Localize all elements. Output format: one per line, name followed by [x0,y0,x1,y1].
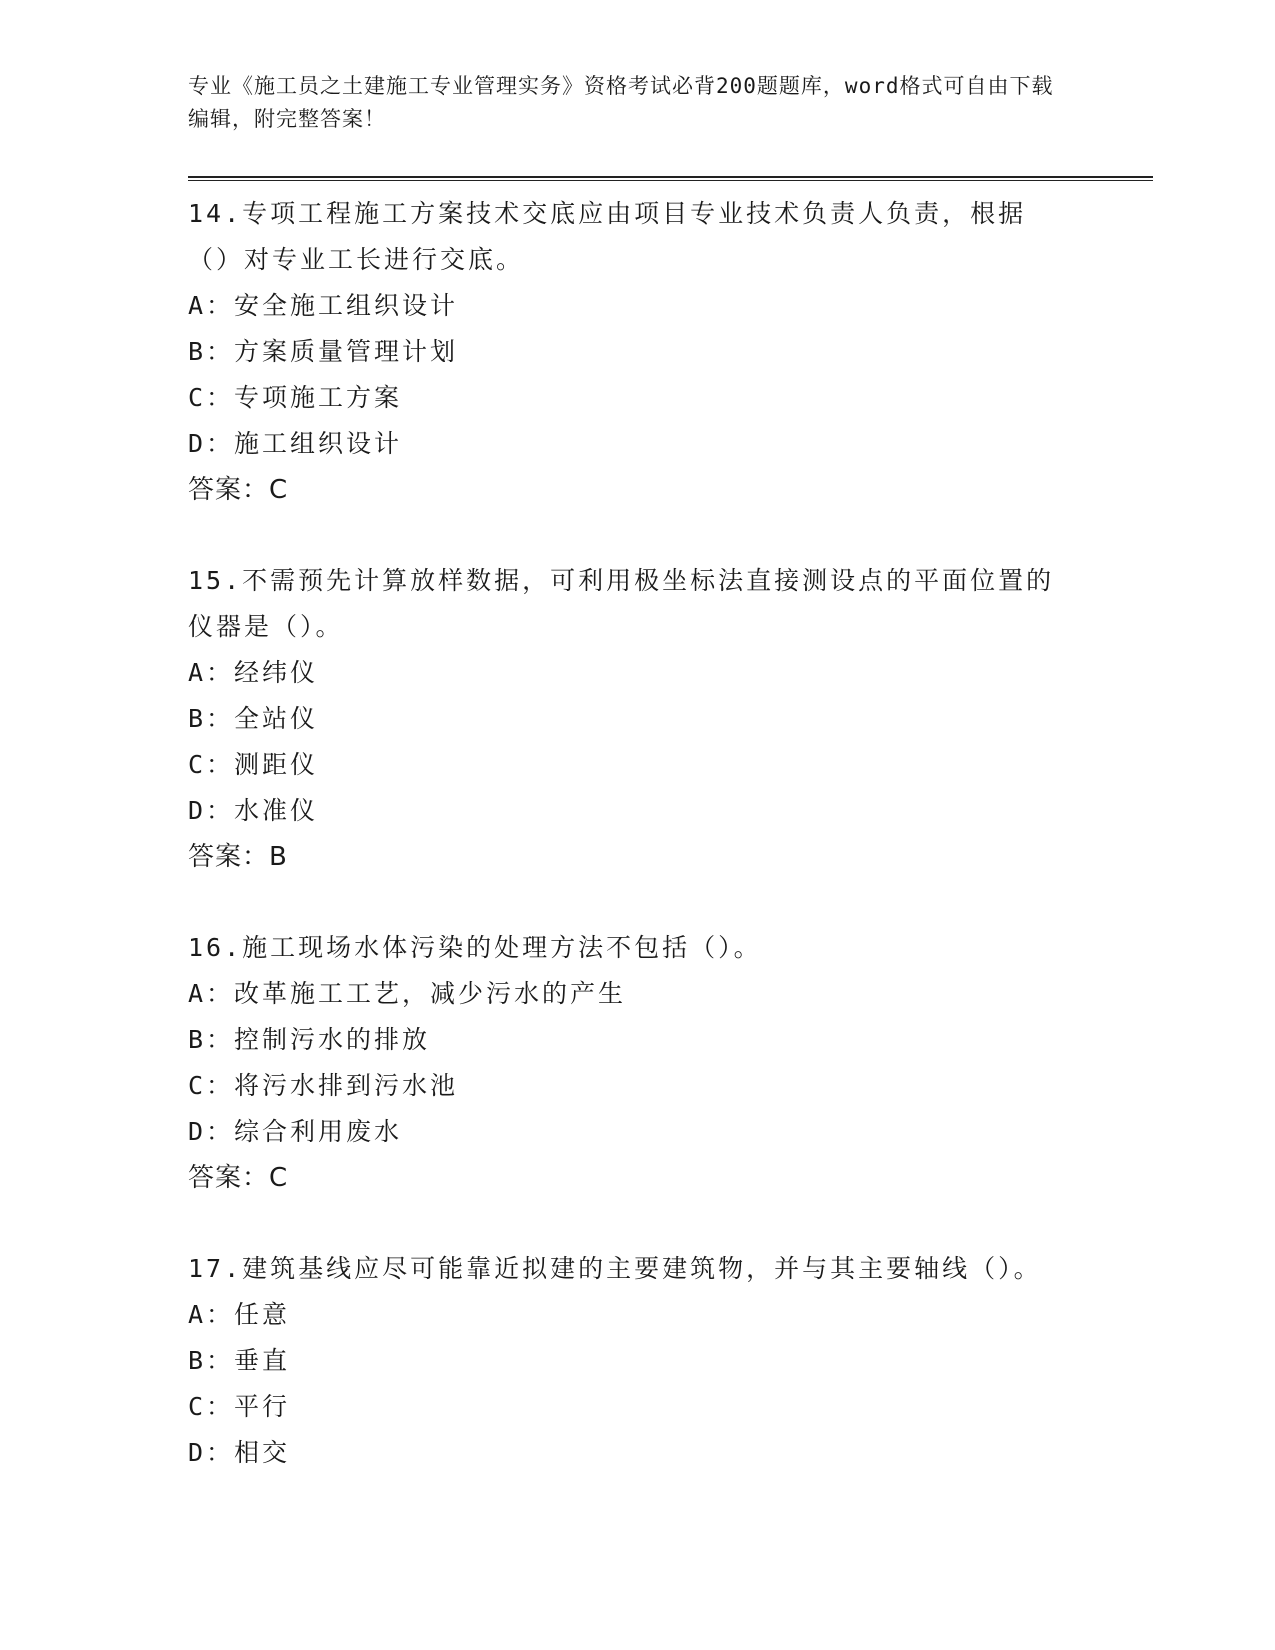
question-17 [188,1246,1148,1476]
answer: 答案：C [188,475,289,505]
option-b: B：方案质量管理计划 [188,337,459,366]
document-header: 专业《施工员之土建施工专业管理实务》资格考试必背200题题库，word格式可自由下载编辑，附完整答案！ [188,74,1054,131]
question-stem: 16.施工现场水体污染的处理方法不包括（）。 [188,933,762,962]
question-stem: 15.不需预先计算放样数据，可利用极坐标法直接测设点的平面位置的仪器是（）。 [188,566,1055,641]
option-b: B：控制污水的排放 [188,1025,431,1054]
document-page [188,70,1148,1476]
option-a: A：经纬仪 [188,658,319,687]
question-14 [188,191,1148,513]
option-a: A：安全施工组织设计 [188,291,459,320]
option-a: A：改革施工工艺，减少污水的产生 [188,979,627,1008]
option-c: C：专项施工方案 [188,383,403,412]
option-c: C：平行 [188,1392,291,1421]
option-c: C：将污水排到污水池 [188,1071,459,1100]
question-stem: 17.建筑基线应尽可能靠近拟建的主要建筑物，并与其主要轴线（）。 [188,1254,1042,1283]
option-a: A：任意 [188,1300,291,1329]
question-stem: 14.专项工程施工方案技术交底应由项目专业技术负责人负责，根据（）对专业工长进行交底。 [188,199,1027,274]
option-d: D：相交 [188,1438,291,1467]
question-15 [188,558,1148,880]
question-16 [188,925,1148,1201]
option-b: B：全站仪 [188,704,319,733]
answer: 答案：B [188,842,288,872]
option-c: C：测距仪 [188,750,319,779]
option-d: D：综合利用废水 [188,1117,403,1146]
answer: 答案：C [188,1163,289,1193]
header-divider [188,176,1153,181]
option-d: D：水准仪 [188,796,319,825]
option-b: B：垂直 [188,1346,291,1375]
option-d: D：施工组织设计 [188,429,403,458]
